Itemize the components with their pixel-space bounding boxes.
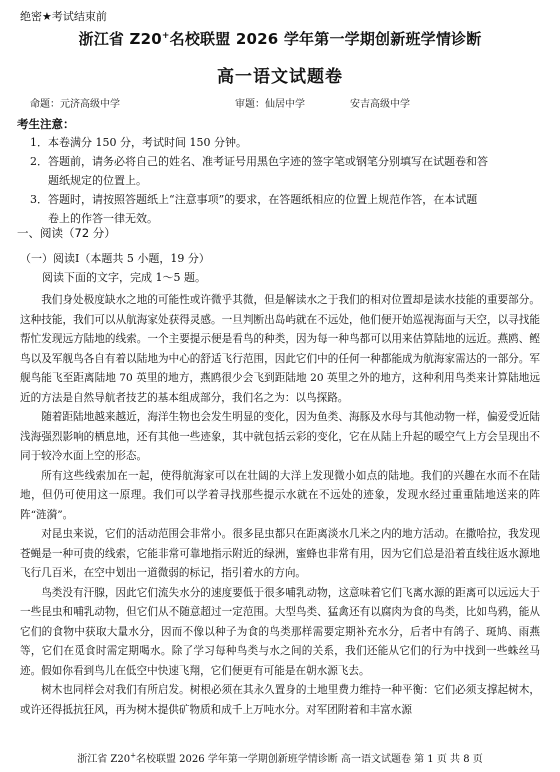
footer-sup: + — [130, 751, 136, 760]
passage-paragraph-5: 鸟类没有汗腺，因此它们流失水分的速度要低于很多哺乳动物，这意味着它们飞离水源的距离可以远远大于一些昆虫和哺乳动物，但它们从不随意超过一定范围。大型鸟类、猛禽还有以腐肉为食的鸟类，比如鸟鸦，能从它们的食物中获取大量水分，因而不像以种子为食的鸟类那样需要定期补充水分，后者中有鸽子、斑鸠、雨燕等，它们在觅食时需定期喝水。除了学习每种鸟类与水之间的关系，我们还能从它们的行为中找到一些蛛丝马迹。假如你看到鸟儿在低空中快速飞翔，它们便更有可能是在朝水源飞去。 — [20, 586, 540, 677]
subject-title: 高一语文试题卷 — [217, 67, 343, 87]
passage-paragraph-3: 所有这些线索加在一起，使得航海家可以在壮阔的大洋上发现微小如点的陆地。我们的兴趣在水而不在陆地，但仍可使用这一原理。我们可以学着寻找那些提示水就在不远处的迹象，发现水经过重重陆地送来的阵阵“涟漪”。 — [20, 469, 540, 521]
notice-item-2-line-2: 题纸规定的位置上。 — [48, 174, 147, 187]
passage-paragraph-1: 我们身处极度缺水之地的可能性或许微乎其微，但是解读水之于我们的相对位置却是读水技能的重要部分。这种技能，我们可以从航海家处获得灵感。一旦判断出岛屿就在不远处，他们便开始巡视海面与天空，以寻找能帮忙发现远方陆地的线索。一个主要提示便是看鸟的种类，因为每一种鸟都可以用来估算陆地的远近。燕鸥、鲣鸟以及军舰鸟各自有着以陆地为中心的舒适飞行范围，因此它们中的任何一种都能成为航海家需达的一部分。军舰鸟能飞至距离陆地 70 英里的地方，燕鸥很少会飞到距陆地 20 英里之外的地方，这种利用鸟类来计算陆地远近的方法是自然导航者技艺的基本组成部分，我们名之为：以鸟探路。 — [20, 294, 540, 404]
exam-title — [0, 28, 560, 49]
notice-item-3-line-2: 卷上的作答一律无效。 — [48, 212, 158, 225]
exam-title-suffix: 名校联盟 2026 学年第一学期创新班学情诊断 — [169, 30, 482, 48]
notice-item-1: 1．本卷满分 150 分，考试时间 150 分钟。 — [30, 136, 247, 149]
exam-title-prefix: 浙江省 Z20 — [78, 30, 162, 48]
notice-item-3-line-1: 3．答题时，请按照答题纸上“注意事项”的要求，在答题纸相应的位置上规范作答，在本试题 — [30, 193, 478, 206]
setter-info: 命题：元济高级中学 — [30, 99, 120, 110]
section-heading: 一、阅读（72 分） — [17, 226, 116, 240]
reviewer-info-2: 安吉高级中学 — [350, 99, 410, 110]
passage-paragraph-6: 树木也同样会对我们有所启发。树根必须在其永久置身的土地里费力维持一种平衡：它们必须支撑起树木，或许还得抵抗狂风，再为树木提供矿物质和成千上万吨水分。对军团附着和丰富水源 — [20, 684, 540, 716]
sub-section-heading: （一）阅读Ⅰ（本题共 5 小题，19 分） — [20, 252, 210, 265]
notice-item-3 — [30, 190, 550, 228]
notice-item-2 — [30, 152, 550, 190]
notice-heading: 考生注意： — [17, 117, 75, 131]
notice-list — [30, 133, 550, 228]
notice-item-2-line-1: 2．答题前，请务必将自己的姓名、准考证号用黑色字迹的签字笔或钢笔分别填写在试题卷和答 — [30, 155, 488, 168]
footer-prefix: 浙江省 Z20 — [77, 754, 131, 765]
passage-paragraph-4: 对昆虫来说，它们的活动范围会非常小。很多昆虫都只在距离淡水几米之内的地方活动。在撒哈拉，我发现苍蝇是一种可贵的线索，它能非常可靠地指示附近的绿洲，蜜蜂也非常有用，因为它们总是沿着直线往返水源地飞行几百米，在空中划出一道微弱的标记，指引着水的方向。 — [20, 528, 540, 579]
passage-paragraph-2: 随着距陆地越来越近，海洋生物也会发生明显的变化，因为鱼类、海豚及水母与其他动物一样，偏爱受近陆浅海强烈影响的栖息地，还有其他一些迹象，其中就包括云彩的变化，它在从陆上升起的暖空气上方会呈现出不同于较冷水面上空的形态。 — [20, 411, 540, 462]
page-footer — [0, 750, 560, 765]
reviewer-info-1: 审题：仙居中学 — [235, 99, 305, 110]
exam-title-sup: + — [161, 31, 170, 41]
reading-instruction: 阅读下面的文字，完成 1～5 题。 — [42, 271, 206, 284]
reading-passage — [20, 291, 540, 720]
confidential-mark: 绝密★考试结束前 — [20, 10, 107, 23]
footer-suffix: 名校联盟 2026 学年第一学期创新班学情诊断 高一语文试题卷 第 1 页 共 8 页 — [135, 754, 483, 765]
